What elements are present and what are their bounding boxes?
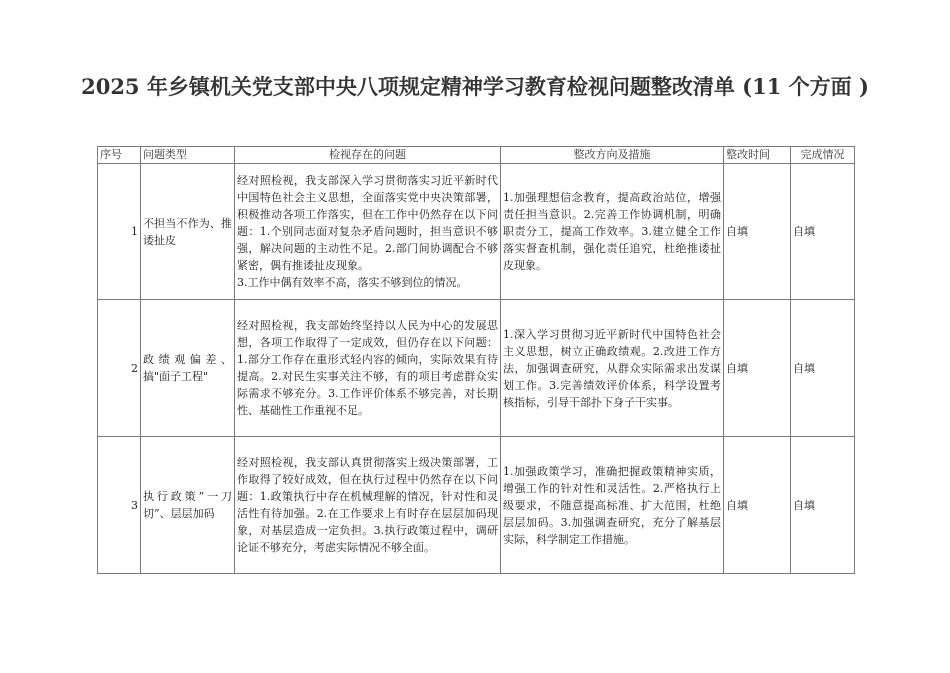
header-issues: 检视存在的问题 bbox=[235, 147, 501, 164]
row-status: 自填 bbox=[791, 300, 855, 437]
table-row bbox=[98, 437, 855, 574]
table-row bbox=[98, 164, 855, 300]
row-measure: 1.深入学习贯彻习近平新时代中国特色社会主义思想，树立正确政绩观。2.改进工作方法，加强调查研究，从群众实际需求出发谋划工作。3.完善绩效评价体系，科学设置考核指标，引导干部扑下身子干实事。 bbox=[501, 300, 724, 437]
header-time: 整改时间 bbox=[724, 147, 791, 164]
row-time: 自填 bbox=[724, 164, 791, 300]
row-seq: 2 bbox=[98, 300, 141, 437]
row-measure: 1.加强理想信念教育，提高政治站位，增强责任担当意识。2.完善工作协调机制，明确职责分工，提高工作效率。3.建立健全工作落实督查机制，强化责任追究，杜绝推诿扯皮现象。 bbox=[501, 164, 724, 300]
issue-text-last-line: 3.工作中偶有效率不高，落实不够到位的情况。 bbox=[237, 276, 468, 289]
row-time: 自填 bbox=[724, 437, 791, 574]
row-seq: 1 bbox=[98, 164, 141, 300]
row-status: 自填 bbox=[791, 164, 855, 300]
table-row bbox=[98, 300, 855, 437]
row-issue: 经对照检视，我支部认真贯彻落实上级决策部署，工作取得了较好成效，但在执行过程中仍然存在以下问题：1.政策执行中存在机械理解的情况，针对性和灵活性有待加强。2.在工作要求上有时存在层层加码现象，对基层造成一定负担。3.执行政策过程中，调研论证不够充分，考虑实际情况不够全面。 bbox=[235, 437, 501, 574]
row-issue: 经对照检视，我支部始终坚持以人民为中心的发展思想，各项工作取得了一定成效，但仍存在以下问题：1.部分工作存在重形式轻内容的倾向，实际效果有待提高。2.对民生实事关注不够，有的项目考虑群众实际需求不够充分。3.工作评价体系不够完善，对长期性、基础性工作重视不足。 bbox=[235, 300, 501, 437]
issue-text: 经对照检视，我支部深入学习贯彻落实习近平新时代中国特色社会主义思想，全面落实党中央决策部署，积极推动各项工作落实，但在工作中仍然存在以下问题：1.个别同志面对复杂矛盾问题时，担当意识不够强，解决问题的主动性不足。2.部门间协调配合不够紧密，偶有推诿扯皮现象。 bbox=[237, 174, 498, 272]
header-status: 完成情况 bbox=[791, 147, 855, 164]
table-header-row bbox=[98, 147, 855, 164]
document-title: 2025 年乡镇机关党支部中央八项规定精神学习教育检视问题整改清单 (11 个方面 ) bbox=[81, 74, 869, 99]
row-time: 自填 bbox=[724, 300, 791, 437]
rectification-table bbox=[97, 146, 855, 574]
row-type: 执行政策”一刀切”、层层加码 bbox=[141, 437, 235, 574]
row-seq: 3 bbox=[98, 437, 141, 574]
row-measure: 1.加强政策学习，准确把握政策精神实质，增强工作的针对性和灵活性。2.严格执行上级要求，不随意提高标准、扩大范围，杜绝层层加码。3.加强调查研究，充分了解基层实际，科学制定工作措施。 bbox=[501, 437, 724, 574]
row-type: 不担当不作为、推诿扯皮 bbox=[141, 164, 235, 300]
row-status: 自填 bbox=[791, 437, 855, 574]
row-type: 政绩观偏差、搞"面子工程" bbox=[141, 300, 235, 437]
header-measures: 整改方向及措施 bbox=[501, 147, 724, 164]
header-seq: 序号 bbox=[98, 147, 141, 164]
header-type: 问题类型 bbox=[141, 147, 235, 164]
row-issue bbox=[235, 164, 501, 300]
